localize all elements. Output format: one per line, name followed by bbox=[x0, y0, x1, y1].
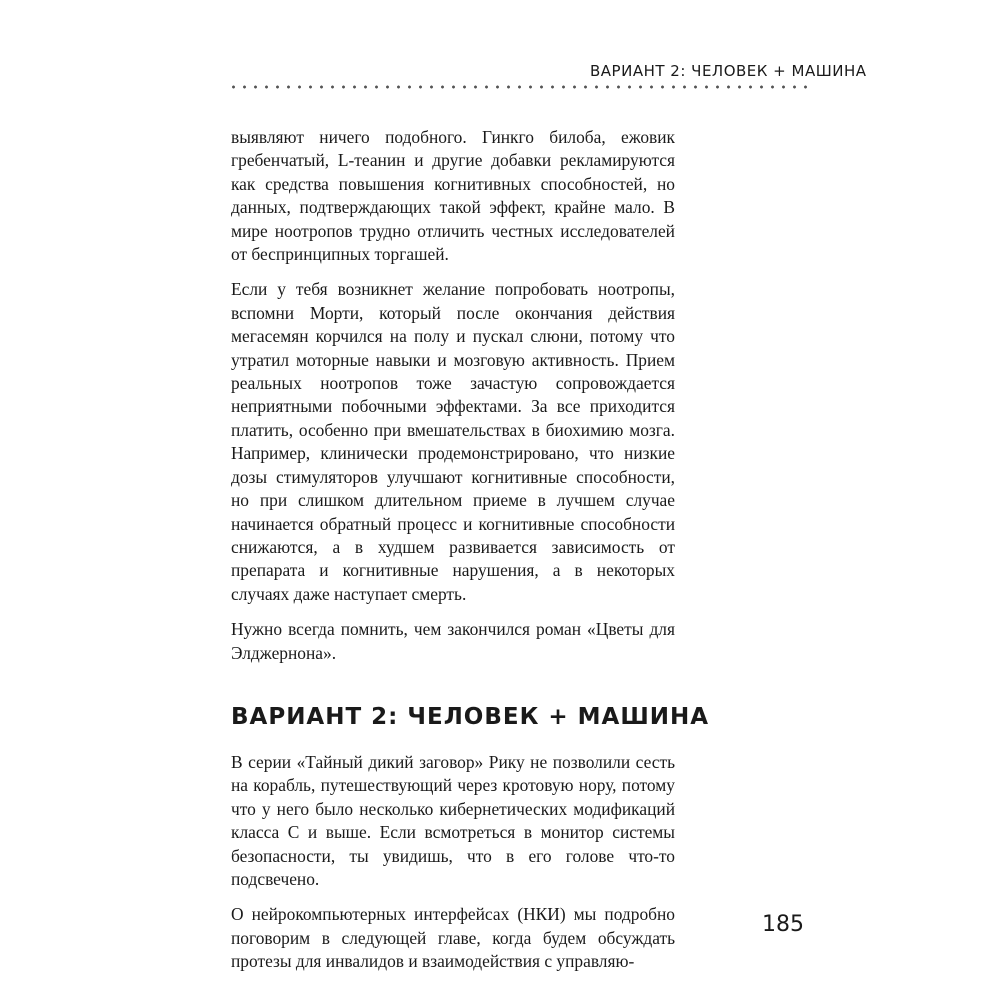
paragraph: В серии «Тайный дикий заговор» Рику не позволили сесть на корабль, путешествующий через кротовую нору, потому что у него было несколько кибернетических модификаций класса С и выше. Если всмотреться в монитор системы безопасности, ты увидишь, что в его голове что-то подсвечено. bbox=[231, 751, 675, 889]
paragraph: Нужно всегда помнить, чем закончился роман «Цветы для Элджернона». bbox=[231, 619, 675, 663]
section-heading: ВАРИАНТ 2: ЧЕЛОВЕК + МАШИНА bbox=[231, 703, 710, 730]
paragraph: выявляют ничего подобного. Гинкго билоба, ежовик гребенчатый, L-теанин и другие добавки рекламируются как средства повышения когнитивных способностей, но данных, подтверждающих такой эффект, крайне мало. В мире ноотропов трудно отличить честных исследователей от беспринципных торгашей. bbox=[231, 127, 675, 265]
dotted-divider bbox=[228, 85, 808, 89]
body-text bbox=[231, 126, 710, 974]
paragraph: О нейрокомпьютерных интерфейсах (НКИ) мы подробно поговорим в следующей главе, когда будем обсуждать протезы для инвалидов и взаимодействия с управляю- bbox=[231, 904, 675, 972]
running-header-title: ВАРИАНТ 2: ЧЕЛОВЕК + МАШИНА bbox=[590, 62, 867, 80]
paragraph: Если у тебя возникнет желание попробовать ноотропы, вспомни Морти, который после окончания действия мегасемян корчился на полу и пускал слюни, потому что утратил моторные навыки и мозговую активность. Прием реальных ноотропов тоже зачастую сопровождается неприятными побочными эффектами. За все приходится платить, особенно при вмешательствах в биохимию мозга. Например, клинически продемонстрировано, что низкие дозы стимуляторов улучшают когнитивные способности, но при слишком длительном приеме в лучшем случае начинается обратный процесс и когнитивные способности снижаются, а в худшем развивается зависимость от препарата и когнитивные нарушения, а в некоторых случаях даже наступает смерть. bbox=[231, 279, 675, 604]
page-number: 185 bbox=[762, 912, 804, 937]
